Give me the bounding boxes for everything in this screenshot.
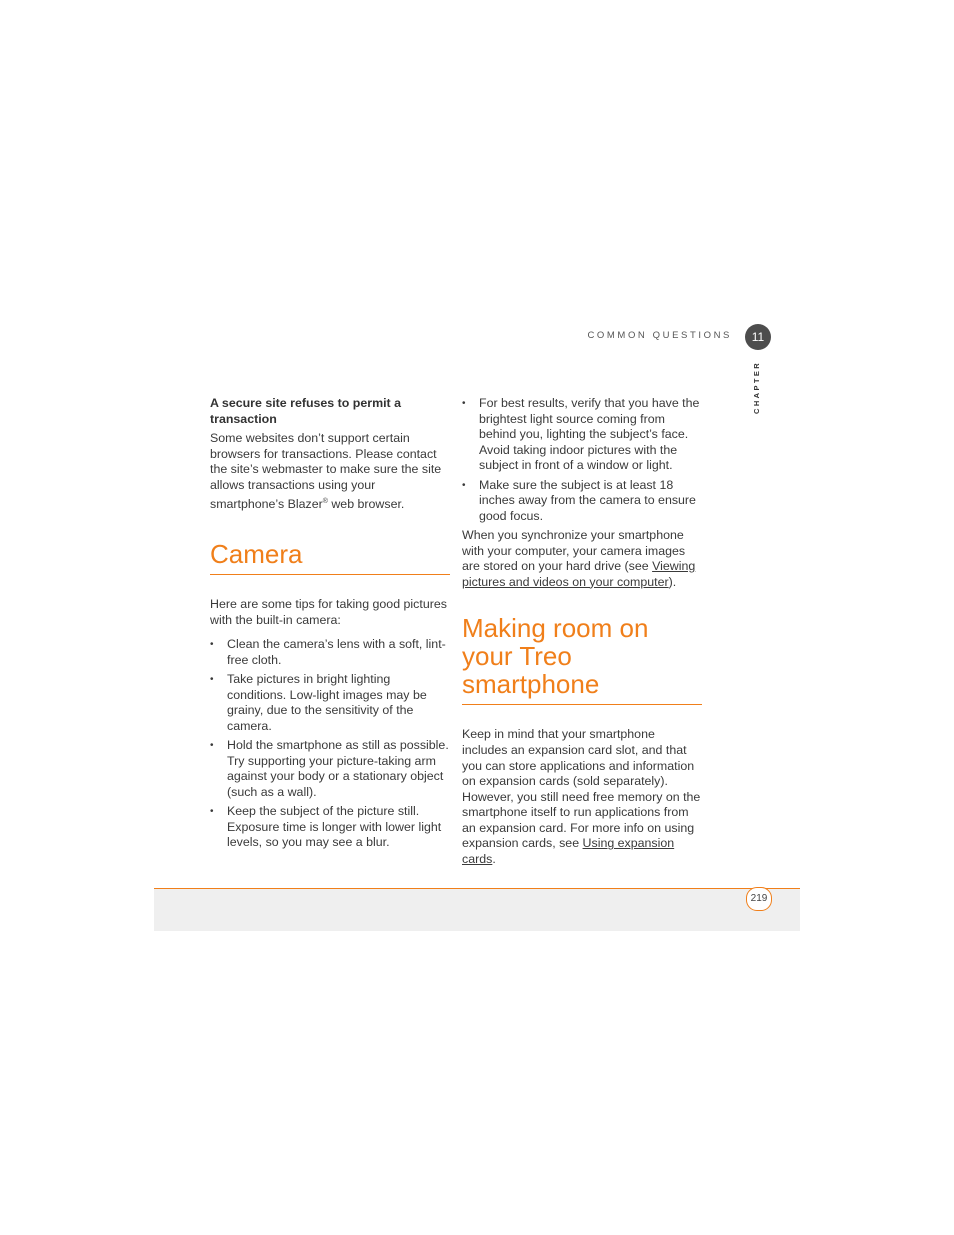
right-column — [462, 396, 702, 868]
viewing-pictures-link[interactable]: Viewing pictures and videos on your computer — [462, 559, 696, 589]
camera-heading: Camera — [210, 540, 450, 575]
list-item: • Hold the smartphone as still as possible. Try supporting your picture-taking arm against your body or a stationary object (such as a wall). — [210, 738, 450, 800]
camera-tips-list — [210, 637, 450, 851]
subhead-secure-site: A secure site refuses to permit a transaction — [210, 396, 401, 426]
left-column — [210, 396, 450, 855]
sync-paragraph: When you synchronize your smartphone with your computer, your camera images are stored on your hard drive (see Viewing pictures and videos on your computer). — [462, 527, 696, 589]
list-item: • Make sure the subject is at least 18 inches away from the camera to ensure good focus. — [462, 478, 702, 525]
list-item: • Clean the camera’s lens with a soft, lint-free cloth. — [210, 637, 450, 668]
page-number: 219 — [746, 887, 772, 911]
camera-tips-list-continued — [462, 396, 702, 524]
list-item: • For best results, verify that you have the brightest light source coming from behind you, lighting the subject’s face. Avoid taking indoor pictures with the subject in front of a window or light. — [462, 396, 702, 474]
making-room-paragraph: Keep in mind that your smartphone includes an expansion card slot, and that you can store applications and information on expansion cards (sold separately). However, you still need free memory on the smartphone itself to run applications from an expansion card. For more info on using expansion cards, see Using expansion cards. — [462, 727, 701, 867]
making-room-heading: Making room on your Treo smartphone — [462, 614, 702, 705]
expansion-cards-link[interactable]: Using expansion cards — [462, 836, 675, 867]
footer-band — [154, 888, 800, 931]
list-item: • Take pictures in bright lighting conditions. Low-light images may be grainy, due to the sensitivity of the camera. — [210, 672, 450, 734]
list-item: • Keep the subject of the picture still. Exposure time is longer with lower light levels, so you may see a blur. — [210, 804, 450, 851]
camera-intro: Here are some tips for taking good pictures with the built-in camera: — [210, 597, 447, 627]
secure-site-paragraph: Some websites don’t support certain browsers for transactions. Please contact the site’s webmaster to make sure the site allows transactions using your smartphone’s Blazer® web browser. — [210, 431, 442, 511]
chapter-number-badge: 11 — [745, 324, 771, 350]
running-header: COMMON QUESTIONS — [587, 330, 732, 341]
chapter-label: CHAPTER — [752, 360, 761, 414]
